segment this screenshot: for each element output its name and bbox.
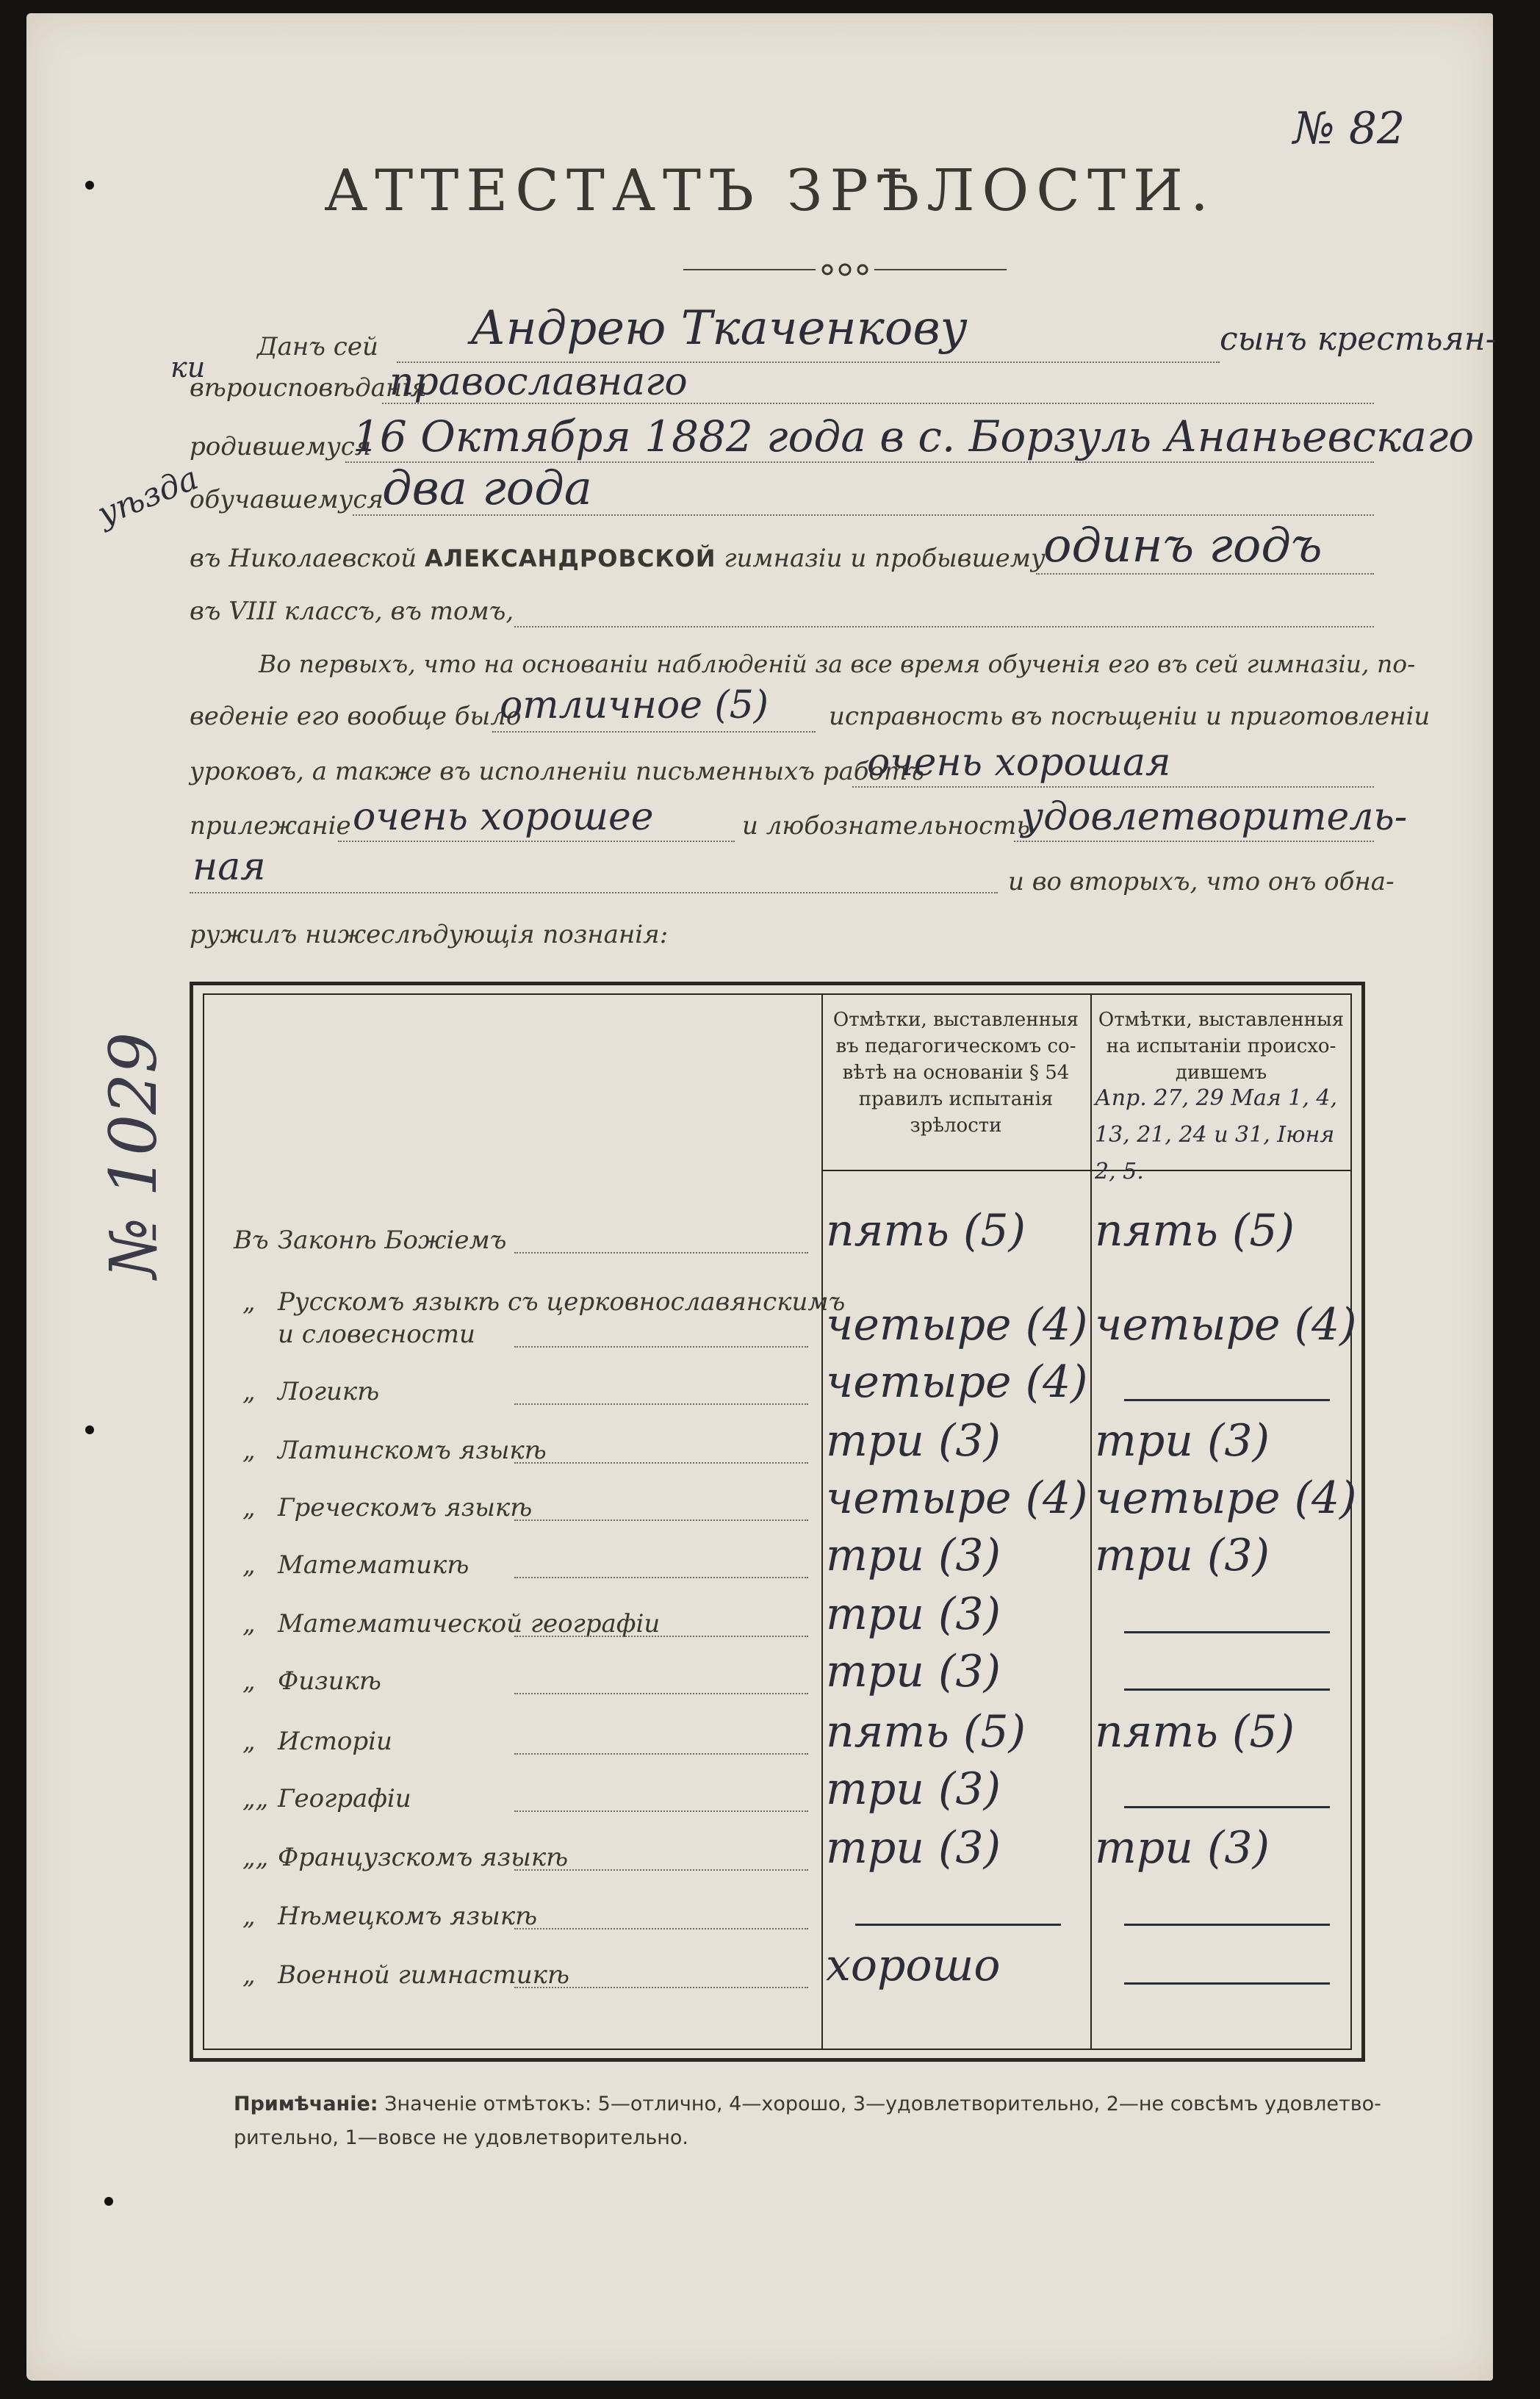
studied-value: два года (382, 461, 592, 516)
col-divider-1 (821, 993, 823, 2050)
row-prefix: Въ (234, 1226, 269, 1255)
row-prefix: „ (242, 1666, 256, 1696)
row-prefix: „„ (242, 1843, 269, 1872)
col1-header: Отмѣтки, выставленныя въ педагогическомъ со- вѣтѣ на основаніи § 54 правилъ испытанія зрѣлости (832, 1009, 1079, 1137)
row-prefix: „ (242, 1960, 256, 1990)
recipient-name: Андрею Ткаченкову (470, 301, 968, 356)
fill-line (1036, 573, 1374, 575)
grade-council: хорошо (826, 1940, 1001, 1991)
title-ornament (683, 261, 1007, 278)
grade-exam: три (3) (1095, 1822, 1270, 1874)
grade-exam-empty (1124, 1688, 1330, 1691)
para-2-post: исправность въ посѣщеніи и приготовленіи (829, 702, 1431, 731)
row-leader (514, 1252, 808, 1254)
subject-label: Физикѣ (278, 1666, 381, 1696)
col2-dates: Апр. 27, 29 Мая 1, 4, 13, 21, 24 и 31, Іюня 2, 5. (1095, 1085, 1338, 1184)
row-leader (514, 1403, 808, 1405)
note-line-1 (234, 2093, 1381, 2115)
grade-council: три (3) (826, 1415, 1001, 1467)
punch-hole (104, 2197, 113, 2206)
subject-label: Греческомъ языкѣ (278, 1493, 533, 1522)
behavior-value: отличное (5) (500, 683, 769, 727)
subject-label: Географіи (278, 1784, 411, 1813)
punch-hole (85, 1425, 94, 1434)
para-2-pre: веденіе его вообще было (190, 702, 522, 731)
grade-exam-empty (1124, 1631, 1330, 1633)
row-prefix: „ (242, 1902, 256, 1931)
grade-exam: четыре (4) (1095, 1472, 1357, 1524)
label-studied: обучавшемуся (190, 485, 384, 514)
row-prefix: „„ (242, 1784, 269, 1813)
col2-header: Отмѣтки, выставленныя на испытаніи происхо- дившемъ (1098, 1009, 1345, 1084)
gymnasium-post: гимназіи и пробывшему (724, 544, 1046, 573)
row-leader (514, 1346, 808, 1348)
row-leader (514, 1753, 808, 1755)
row-prefix: „ (242, 1377, 256, 1406)
grade-exam: пять (5) (1095, 1205, 1295, 1256)
row-prefix: „ (242, 1609, 256, 1639)
grade-council: четыре (4) (826, 1299, 1088, 1350)
subject-label: Военной гимнастикѣ (278, 1960, 569, 1990)
grade-council: три (3) (826, 1589, 1001, 1640)
row-prefix: „ (242, 1493, 256, 1522)
uezd-margin: уѣзда (92, 459, 204, 533)
fill-line (190, 892, 998, 893)
grade-exam: четыре (4) (1095, 1299, 1357, 1350)
class-line: въ VIII классъ, въ томъ, (190, 597, 514, 626)
grade-council: три (3) (826, 1822, 1001, 1874)
birth-value: 16 Октября 1882 года в с. Борзуль Ананьевскаго (353, 411, 1475, 461)
page-title: АТТЕСТАТЪ ЗРѢЛОСТИ. (324, 158, 1216, 224)
grade-exam-empty (1124, 1399, 1330, 1401)
subject-label: Латинскомъ языкѣ (278, 1436, 547, 1465)
row-leader (514, 1869, 808, 1871)
grade-council: четыре (4) (826, 1356, 1088, 1408)
grade-council: три (3) (826, 1530, 1001, 1581)
row-prefix: „ (242, 1727, 256, 1756)
row-leader (514, 1693, 808, 1694)
note-line-2: рительно, 1—вовсе не удовлетворительно. (234, 2126, 688, 2149)
para-5-post: и во вторыхъ, что онъ обна- (1008, 867, 1395, 896)
grade-council: три (3) (826, 1646, 1001, 1697)
grade-exam: пять (5) (1095, 1706, 1295, 1758)
written-works-value: очень хорошая (867, 741, 1171, 785)
grade-council: четыре (4) (826, 1472, 1088, 1524)
fill-line (1014, 841, 1374, 842)
stayed-value: одинъ годъ (1043, 519, 1323, 573)
grade-exam-empty (1124, 1924, 1330, 1926)
subject-label: Логикѣ (278, 1377, 380, 1406)
gymnasium-pre: въ Николаевской (190, 544, 417, 573)
row-leader (514, 1810, 808, 1812)
grade-council: три (3) (826, 1763, 1001, 1815)
margin-number: № 1029 (96, 1032, 171, 1278)
row-prefix: „ (242, 1287, 256, 1317)
row-leader (514, 1519, 808, 1521)
para-1: Во первыхъ, что на основаніи наблюденій за все время обученія его въ сей гимназіи, по- (259, 650, 1416, 678)
subject-label: Русскомъ языкѣ съ церковнославянскимъ (278, 1287, 846, 1317)
grade-exam-empty (1124, 1806, 1330, 1808)
son-of: сынъ крестьян- (1220, 320, 1497, 358)
curiosity-value: удовлетворитель- (1021, 795, 1408, 839)
row-leader (514, 1636, 808, 1637)
subject-label: Нѣмецкомъ языкѣ (278, 1902, 538, 1931)
fill-line (492, 731, 816, 733)
row-prefix: „ (242, 1550, 256, 1580)
row-leader (514, 1577, 808, 1578)
note-label: Примѣчаніе: (234, 2093, 378, 2115)
grade-council: пять (5) (826, 1205, 1026, 1256)
para-6: ружилъ нижеслѣдующія познанія: (190, 920, 669, 949)
diligence-value: очень хорошее (353, 795, 654, 839)
row-prefix: „ (242, 1436, 256, 1465)
fill-line (338, 841, 735, 842)
para-3-pre: уроковъ, а также въ исполненіи письменныхъ работъ (190, 757, 924, 786)
curiosity-cont: ная (192, 845, 266, 889)
grade-council-empty (855, 1924, 1061, 1926)
row-leader (514, 1462, 808, 1464)
grade-exam-empty (1124, 1982, 1330, 1985)
row-leader (514, 1987, 808, 1988)
note-text: Значеніе отмѣтокъ: 5—отлично, 4—хорошо, 3—удовлетворительно, 2—не совсѣмъ удовлетво- (384, 2093, 1381, 2115)
grade-exam: три (3) (1095, 1415, 1270, 1467)
confession-value: православнаго (389, 360, 688, 404)
gymnasium-line (190, 544, 1046, 573)
corner-note: № 82 (1293, 103, 1406, 154)
gymnasium-name: АЛЕКСАНДРОВСКОЙ (424, 544, 716, 572)
grade-council: пять (5) (826, 1706, 1026, 1758)
subject-label: Французскомъ языкѣ (278, 1843, 569, 1872)
label-confession: вѣроисповѣданія (190, 373, 427, 403)
label-dan-sei: Данъ сей (257, 332, 378, 362)
subject-label: Математической географіи (278, 1609, 661, 1639)
subject-label: Математикѣ (278, 1550, 469, 1580)
label-curiosity: и любознательность (742, 811, 1030, 841)
fill-line (514, 626, 1374, 627)
grade-exam: три (3) (1095, 1530, 1270, 1581)
subject-label-cont: и словесности (278, 1320, 475, 1349)
ki-prefix: ки (170, 351, 206, 384)
fill-line (852, 786, 1374, 788)
row-leader (514, 1928, 808, 1929)
label-born: родившемуся (190, 432, 372, 461)
label-diligence: прилежаніе (190, 811, 351, 841)
subject-label: Законѣ Божіемъ (278, 1226, 507, 1255)
subject-label: Исторіи (278, 1727, 392, 1756)
col-divider-2 (1090, 993, 1092, 2050)
